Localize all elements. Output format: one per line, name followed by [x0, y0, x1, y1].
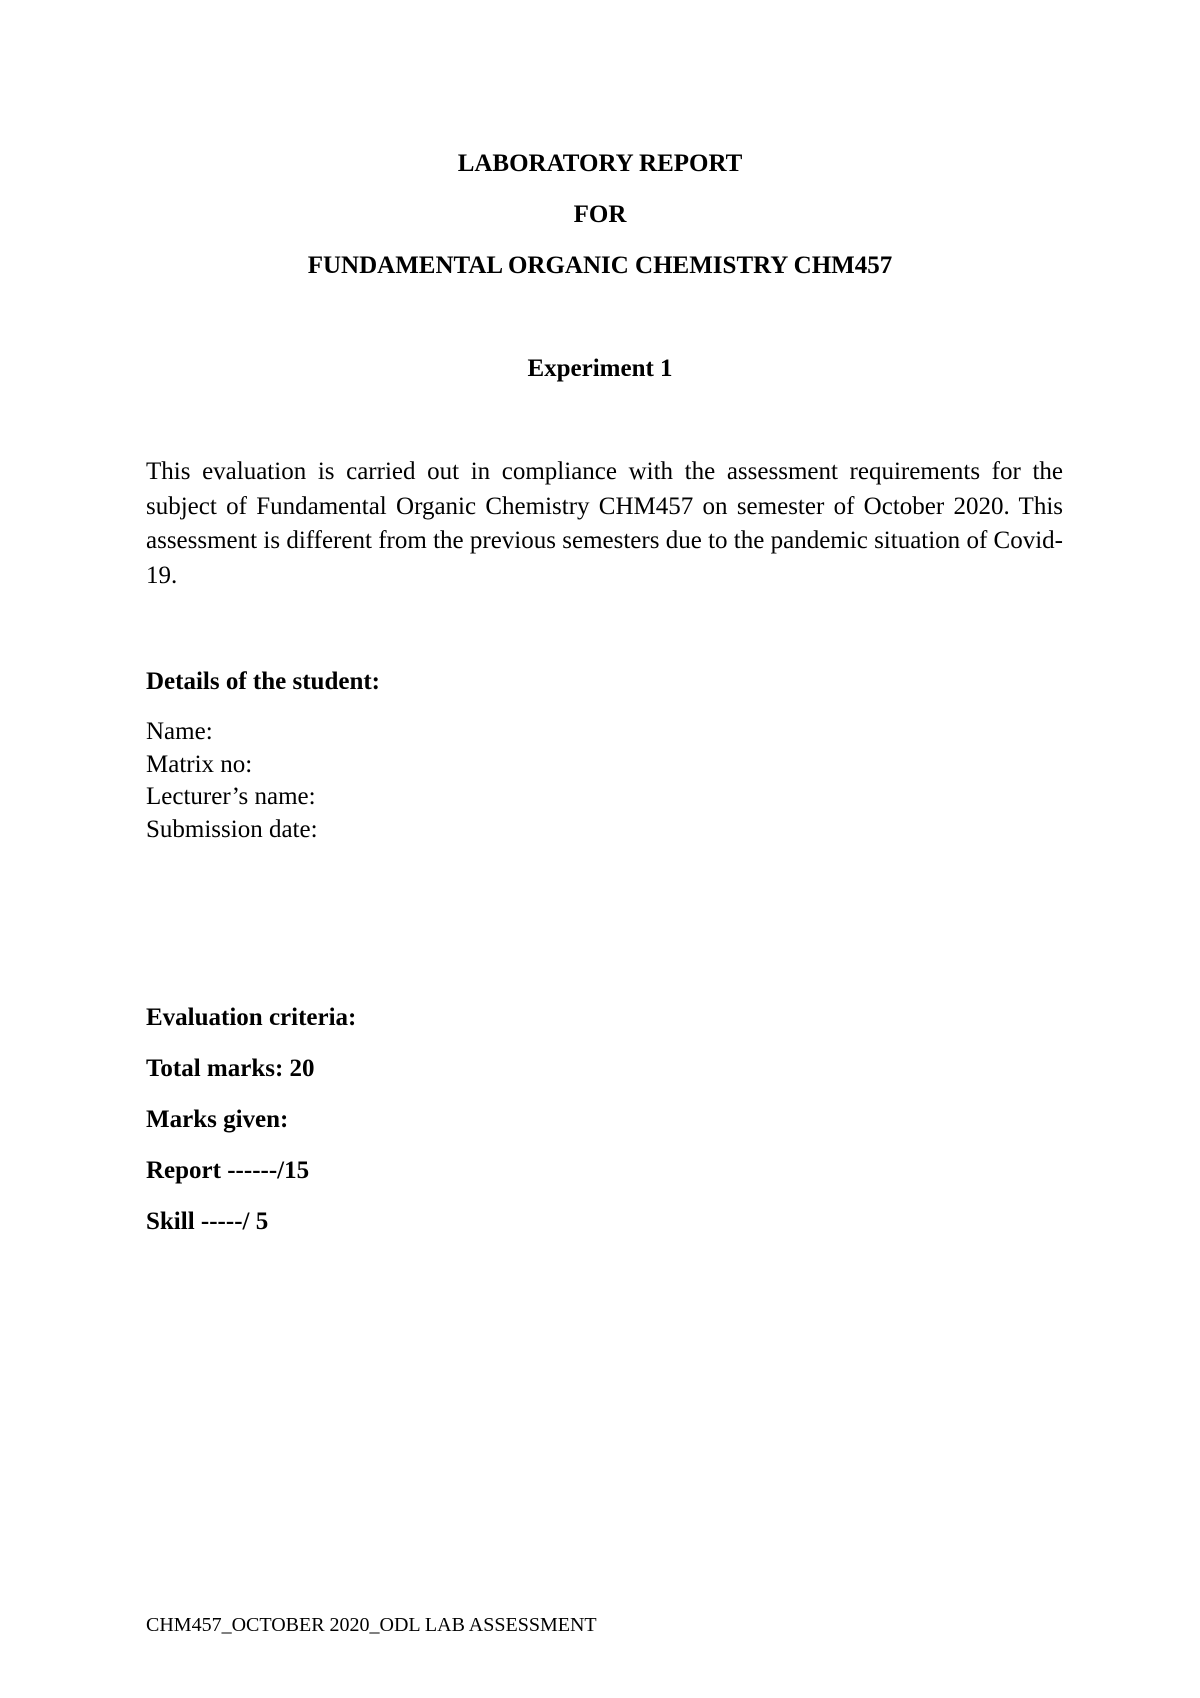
report-marks-line	[146, 1156, 309, 1186]
submission-date-field: Submission date:	[146, 815, 318, 843]
skill-marks-line	[146, 1207, 268, 1237]
skill-marks-value: -----/ 5	[200, 1208, 269, 1235]
marks-given: Marks given:	[146, 1106, 289, 1133]
report-label: Report	[146, 1157, 221, 1184]
student-name-field: Name:	[146, 718, 213, 745]
experiment-heading: Experiment 1	[527, 355, 673, 382]
evaluation-criteria-heading: Evaluation criteria:	[146, 1004, 357, 1031]
report-title-for: FOR	[573, 201, 627, 228]
intro-paragraph: This evaluation is carried out in compliance with the assessment requirements for the subject of Fundamental Organic Chemistry CHM457 on semester of October 2020. This assessment is different from the previous semesters due to the pandemic situation of Covid-19.	[146, 458, 1063, 589]
page-footer: CHM457_OCTOBER 2020_ODL LAB ASSESSMENT	[146, 1614, 597, 1636]
total-marks: Total marks: 20	[146, 1055, 315, 1082]
report-title: LABORATORY REPORT	[457, 150, 743, 177]
student-details-list	[146, 716, 318, 846]
matrix-no-field: Matrix no:	[146, 750, 253, 778]
course-title: FUNDAMENTAL ORGANIC CHEMISTRY CHM457	[307, 252, 893, 279]
report-marks-value: ------/15	[227, 1157, 310, 1184]
skill-label: Skill	[146, 1208, 195, 1235]
student-details-heading: Details of the student:	[146, 668, 381, 695]
lecturer-name-field: Lecturer’s name:	[146, 783, 316, 810]
